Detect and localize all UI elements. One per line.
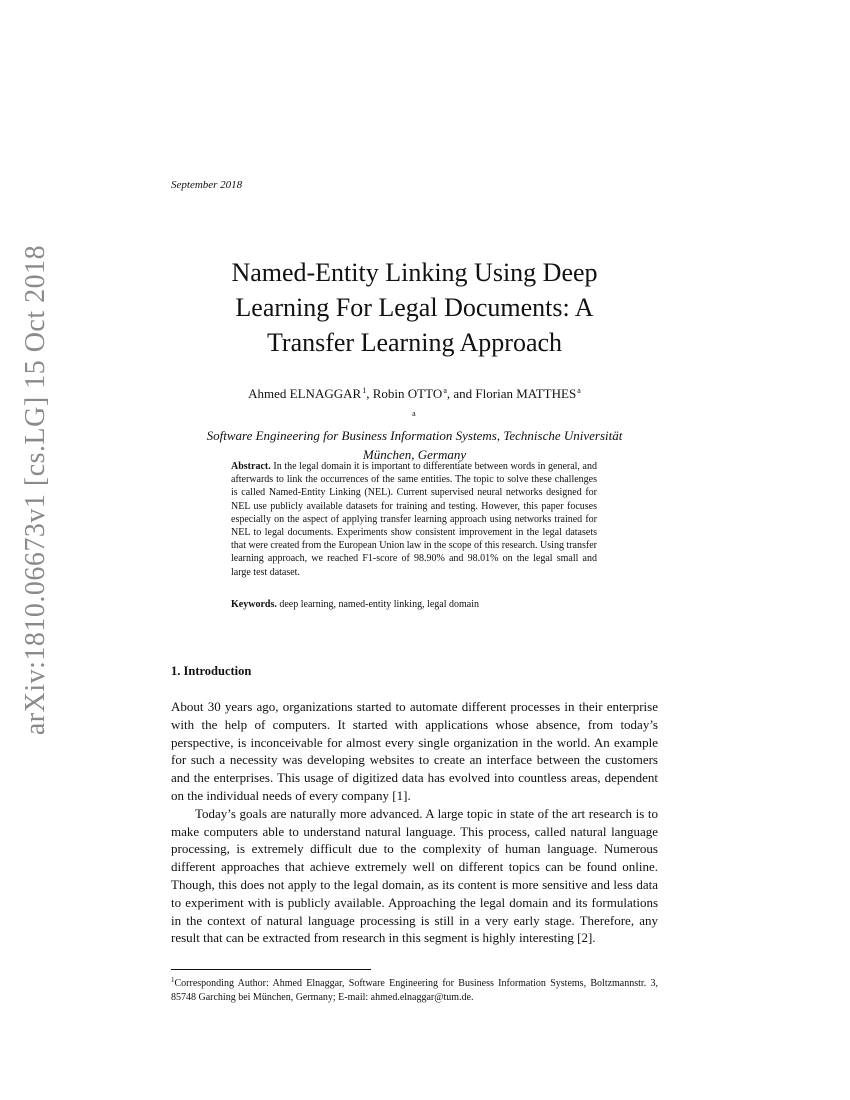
arxiv-identifier-stamp: arXiv:1810.06673v1 [cs.LG] 15 Oct 2018 xyxy=(20,244,51,736)
paragraph: About 30 years ago, organizations started to automate different processes in their enterprise with the help of computers. It started with applications whose absence, from today’s perspective, is inconceivable for almost every single organization in the world. An example for such a necessity was developing websites to create an interface between the customers and the enterprises. This usage of digitized data has evolved into countless areas, dependent on the individual needs of every company [1]. xyxy=(171,699,658,803)
title-line: Learning For Legal Documents: A xyxy=(235,293,594,322)
keywords-text: deep learning, named-entity linking, legal domain xyxy=(279,599,480,610)
author-name: Robin OTTO xyxy=(372,386,443,401)
affiliation-mark: a xyxy=(412,409,416,418)
affiliation-line xyxy=(171,404,658,445)
title-line: Named-Entity Linking Using Deep xyxy=(231,258,598,287)
affiliation-line: München, Germany xyxy=(362,447,467,462)
paper-title xyxy=(171,255,658,360)
author-mark: a xyxy=(577,386,581,395)
author-separator: , and xyxy=(446,386,476,401)
keywords xyxy=(231,599,597,610)
affiliation-text: Software Engineering for Business Information Systems, Technische Universität xyxy=(206,428,623,443)
author-name: Ahmed ELNAGGAR xyxy=(248,386,362,401)
author-list xyxy=(171,386,658,402)
footnote-mark: 1 xyxy=(171,976,175,984)
author-affiliation xyxy=(171,404,658,464)
keywords-label: Keywords. xyxy=(231,599,277,610)
abstract-label: Abstract. xyxy=(231,461,271,472)
footnote xyxy=(171,974,658,1004)
author-mark: 1 xyxy=(362,386,367,395)
author-separator: , xyxy=(366,386,373,401)
footnote-text: Corresponding Author: Ahmed Elnaggar, Software Engineering for Business Information Systems, Boltzmannstr. 3, 85748 Garching bei München, Germany; E-mail: ahmed.elnaggar@tum.de. xyxy=(171,978,658,1003)
section-heading-introduction: 1. Introduction xyxy=(171,664,252,678)
footnote-rule xyxy=(171,969,371,970)
title-line: Transfer Learning Approach xyxy=(266,328,563,357)
abstract-text: In the legal domain it is important to differentiate between words in general, and afterwards to link the occurrences of the same entities. The topic to solve these challenges is called Named-Entity Linking (NEL). Current supervised neural networks designed for NEL use publicly available datasets for training and testing. However, this paper focuses especially on the aspect of applying transfer learning approach using networks trained for NEL to legal documents. Experiments show consistent improvement in the legal datasets that were created from the European Union law in the scope of this research. Using transfer learning approach, we reached F1-score of 98.90% and 98.01% on the legal small and large test dataset. xyxy=(231,461,597,578)
author-name: Florian MATTHES xyxy=(475,386,577,401)
abstract xyxy=(231,460,597,579)
paragraph: Today’s goals are naturally more advanced. A large topic in state of the art research is to make computers able to understand natural language. This process, called natural language processing, is extremely difficult due to the complexity of human language. Numerous different approaches that achieve extremely well on different topics can be found online. Though, this does not apply to the legal domain, as its content is more sensitive and less data to experiment with is publicly available. Approaching the legal domain and its formulations in the context of natural language processing is still in a very early stage. Therefore, any result that can be extracted from research in this segment is highly interesting [2]. xyxy=(171,805,658,946)
author-mark: a xyxy=(443,386,447,395)
introduction-body xyxy=(171,698,658,947)
publication-date: September 2018 xyxy=(171,179,243,191)
